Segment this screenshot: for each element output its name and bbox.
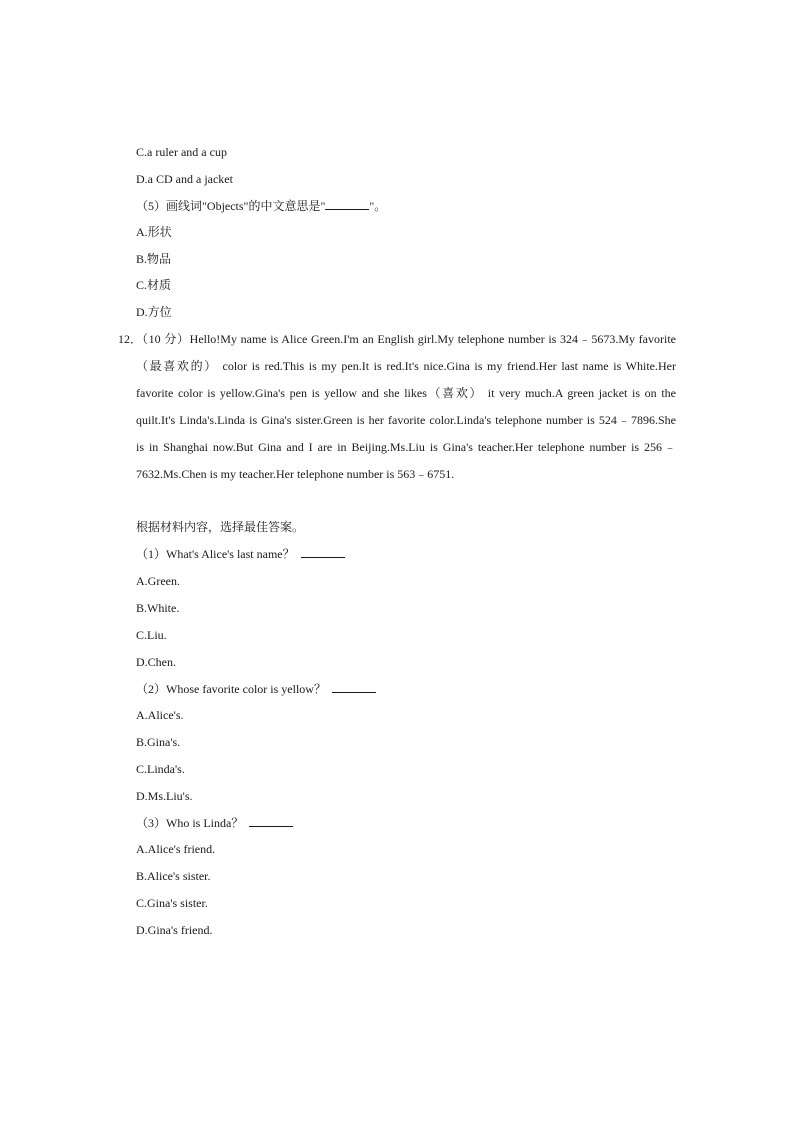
- q12-sub3-option-b: B.Alice's sister.: [136, 869, 211, 883]
- q11-sub5-question: [136, 198, 386, 214]
- q12-sub2-option-a: A.Alice's.: [136, 708, 184, 722]
- q11-option-d: D.a CD and a jacket: [136, 172, 233, 186]
- q12-sub3-text: （3）Who is Linda？: [136, 816, 244, 830]
- q11-sub5-prefix: （5）画线词"Objects"的中文意思是": [136, 199, 326, 213]
- q12-sub1-option-d: D.Chen.: [136, 655, 176, 669]
- q12-sub1-question: [136, 546, 345, 562]
- q12-sub1-option-c: C.Liu.: [136, 628, 167, 642]
- q12-sub1-option-a: A.Green.: [136, 574, 180, 588]
- q12-sub2-option-b: B.Gina's.: [136, 735, 181, 749]
- passage-line: 7632.Ms.Chen is my teacher.Her telephone number is 563﹣6751.: [136, 467, 455, 481]
- answer-blank: [332, 681, 376, 693]
- answer-blank: [301, 546, 345, 558]
- q12-number: 12．: [118, 332, 143, 346]
- q11-sub5-option-d: D.方位: [136, 305, 172, 319]
- q12-sub3-option-c: C.Gina's sister.: [136, 896, 208, 910]
- passage-line: is in Shanghai now.But Gina and I are in Beijing.Ms.Liu is Gina's teacher.Her telephone number is 256﹣: [136, 440, 676, 454]
- q12-sub1-text: （1）What's Alice's last name？: [136, 547, 295, 561]
- q12-sub1-option-b: B.White.: [136, 601, 180, 615]
- q11-sub5-option-c: C.材质: [136, 278, 172, 292]
- q12-sub3-question: [136, 815, 293, 831]
- q11-sub5-option-b: B.物品: [136, 252, 172, 266]
- q11-sub5-option-a: A.形状: [136, 225, 172, 239]
- passage-line: quilt.It's Linda's.Linda is Gina's sister.Green is her favorite color.Linda's telephone number is 524﹣7896.She: [136, 413, 676, 427]
- q11-option-c: C.a ruler and a cup: [136, 145, 227, 159]
- passage-line: favorite color is yellow.Gina's pen is yellow and she likes（喜欢） it very much.A green jacket is on the: [136, 386, 676, 400]
- answer-blank: [325, 198, 369, 210]
- q11-sub5-suffix: "。: [369, 199, 387, 213]
- q12-sub2-option-c: C.Linda's.: [136, 762, 185, 776]
- answer-blank: [249, 815, 293, 827]
- q12-sub2-option-d: D.Ms.Liu's.: [136, 789, 193, 803]
- q12-sub2-text: （2）Whose favorite color is yellow？: [136, 682, 326, 696]
- q12-sub2-question: [136, 681, 376, 697]
- q12-instruction: 根据材料内容，选择最佳答案。: [136, 520, 305, 534]
- passage-line: （10 分）Hello!My name is Alice Green.I'm an English girl.My telephone number is 324﹣5673.My favorite: [136, 332, 676, 346]
- q12-sub3-option-d: D.Gina's friend.: [136, 923, 213, 937]
- q12-sub3-option-a: A.Alice's friend.: [136, 842, 216, 856]
- passage-line: （最喜欢的） color is red.This is my pen.It is red.It's nice.Gina is my friend.Her last name is White.Her: [136, 359, 676, 373]
